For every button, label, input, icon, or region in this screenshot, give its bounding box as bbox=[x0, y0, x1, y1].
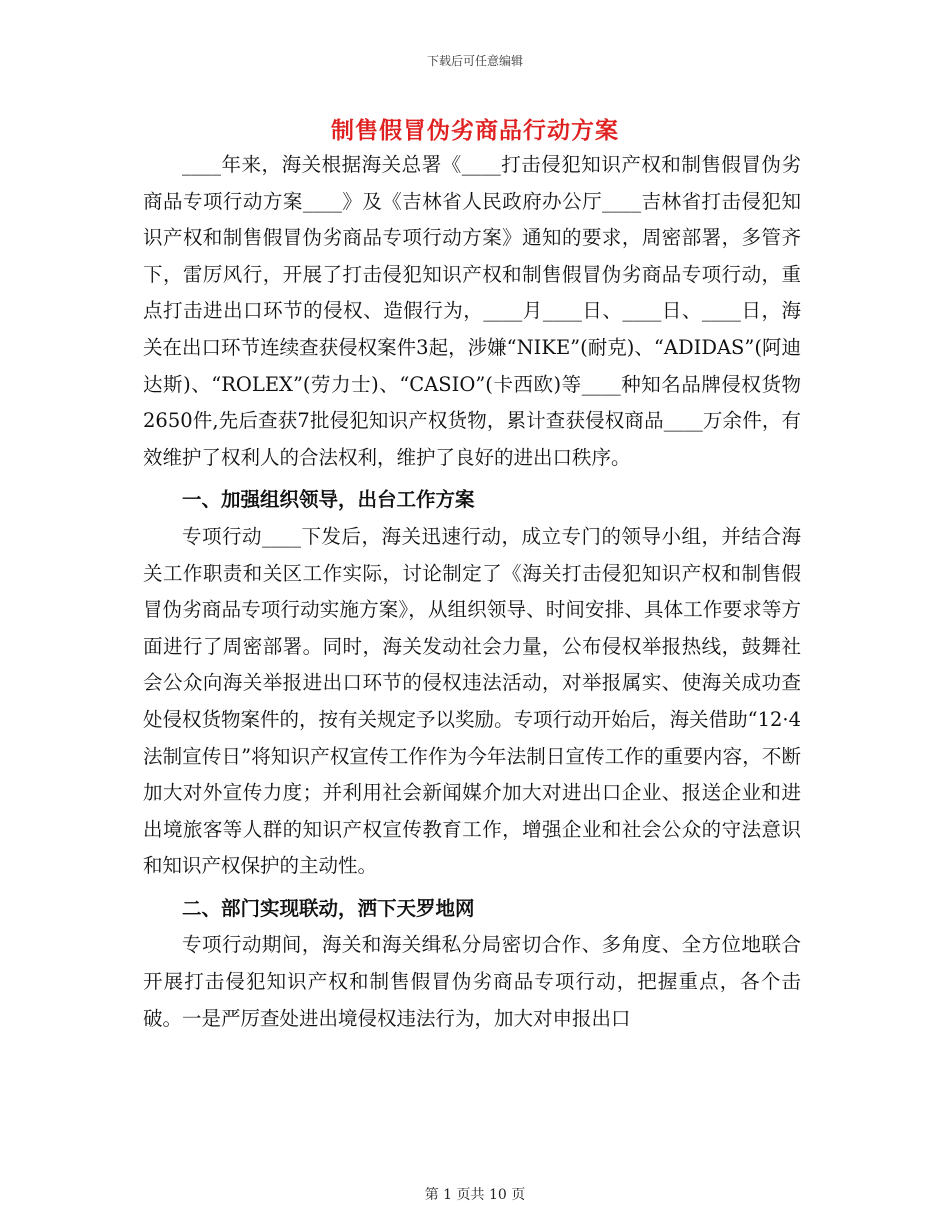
section-heading-2: 二、部门实现联动，洒下天罗地网 bbox=[182, 896, 475, 920]
page-footer: 第 1 页共 10 页 bbox=[424, 1187, 526, 1203]
section-1-paragraph: 专项行动____下发后，海关迅速行动，成立专门的领导小组，并结合海关工作职责和关区工作实际，讨论制定了《海关打击侵犯知识产权和制售假冒伪劣商品专项行动实施方案》，从组织领导、时间安排、具体工作要求等方面进行了周密部署。同时，海关发动社会力量，公布侵权举报热线，鼓舞社会公众向海关举报进出口环节的侵权违法活动，对举报属实、使海关成功查处侵权货物案件的，按有关规定予以奖励。专项行动开始后，海关借助“12·4法制宣传日”将知识产权宣传工作作为今年法制日宣传工作的重要内容，不断加大对外宣传力度；并利用社会新闻媒介加大对进出口企业、报送企业和进出境旅客等人群的知识产权宣传教育工作，增强企业和社会公众的守法意识和知识产权保护的主动性。 bbox=[143, 524, 801, 878]
section-heading-1: 一、加强组织领导，出台工作方案 bbox=[182, 488, 475, 512]
page-header: 下载后可任意编辑 bbox=[426, 54, 523, 68]
section-2-paragraph: 专项行动期间，海关和海关缉私分局密切合作、多角度、全方位地联合开展打击侵犯知识产权和制售假冒伪劣商品专项行动，把握重点，各个击破。一是严厉查处进出境侵权违法行为，加大对申报出口 bbox=[143, 933, 801, 1030]
document-title: 制售假冒伪劣商品行动方案 bbox=[331, 118, 619, 144]
intro-paragraph: ____年来，海关根据海关总署《____打击侵犯知识产权和制售假冒伪劣商品专项行动方案____》及《吉林省人民政府办公厅____吉林省打击侵犯知识产权和制售假冒伪劣商品专项行动方案》通知的要求，周密部署，多管齐下，雷厉风行，开展了打击侵犯知识产权和制售假冒伪劣商品专项行动，重点打击进出口环节的侵权、造假行为，____月____日、____日、____日，海关在出口环节连续查获侵权案件3起，涉嫌“NIKE”(耐克)、“ADIDAS”(阿迪达斯)、“ROLEX”(劳力士)、“CASIO”(卡西欧)等____种知名品牌侵权货物2650件,先后查获7批侵犯知识产权货物，累计查获侵权商品____万余件，有效维护了权利人的合法权利，维护了良好的进出口秩序。 bbox=[143, 153, 801, 469]
document-body bbox=[143, 147, 801, 1037]
